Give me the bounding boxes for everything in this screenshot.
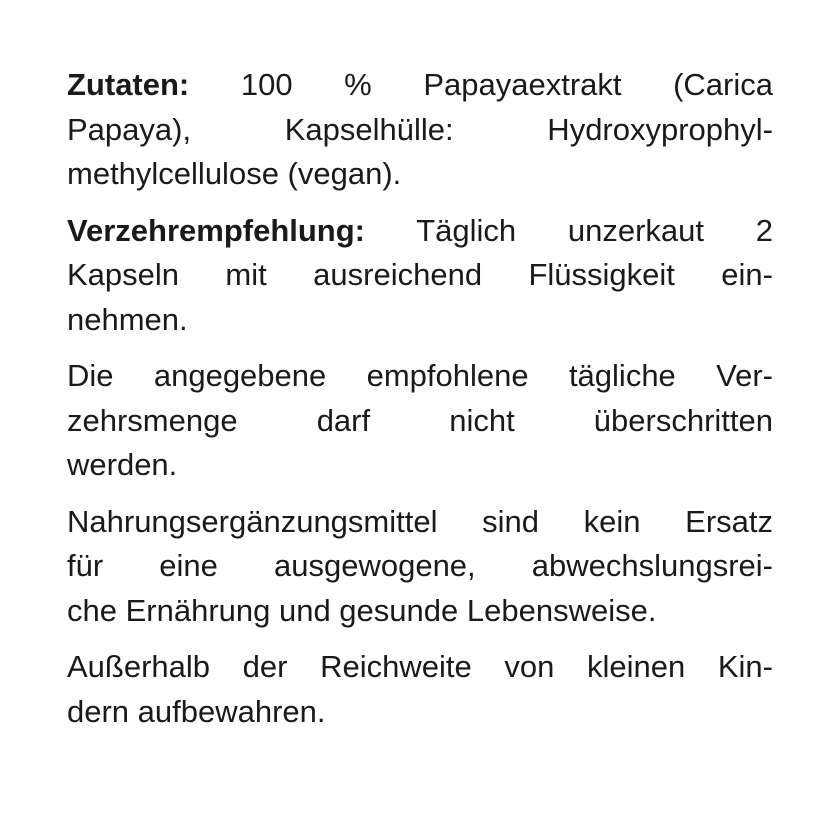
dosage-line-3: nehmen. (67, 301, 188, 337)
ingredients-line-1 (67, 63, 773, 108)
dosage-text-1: Täglich unzerkaut 2 (365, 212, 773, 248)
diet-warning-line-1: Nahrungsergänzungsmittel sind kein Ersatz (67, 503, 773, 539)
children-warning-line-2: dern aufbewahren. (67, 693, 326, 729)
diet-warning-paragraph (67, 500, 773, 634)
diet-warning-line-3: che Ernährung und gesunde Lebensweise. (67, 592, 657, 628)
dose-warning-line-3: werden. (67, 447, 178, 482)
ingredients-line-2: Papaya), Kapselhülle: Hydroxyprophyl- (67, 111, 773, 147)
dosage-line-1 (67, 209, 773, 254)
ingredients-label: Zutaten: (67, 67, 190, 102)
product-info-text (67, 63, 773, 746)
dose-warning-line-1: Die angegebene empfohlene tägliche Ver- (67, 358, 773, 393)
dose-warning-paragraph (67, 354, 773, 488)
dosage-line-2: Kapseln mit ausreichend Flüssigkeit ein- (67, 257, 773, 292)
ingredients-text-1: 100 % Papayaextrakt (Carica (189, 67, 773, 102)
diet-warning-line-2: für eine ausgewogene, abwechslungsrei- (67, 548, 773, 583)
dosage-paragraph (67, 209, 773, 343)
ingredients-line-3: methylcellulose (vegan). (67, 156, 402, 191)
dose-warning-line-2: zehrsmenge darf nicht überschritten (67, 402, 773, 438)
ingredients-paragraph (67, 63, 773, 197)
children-warning-line-1: Außerhalb der Reichweite von kleinen Kin- (67, 649, 773, 684)
dosage-label: Verzehrempfehlung: (67, 212, 365, 248)
children-warning-paragraph (67, 645, 773, 734)
